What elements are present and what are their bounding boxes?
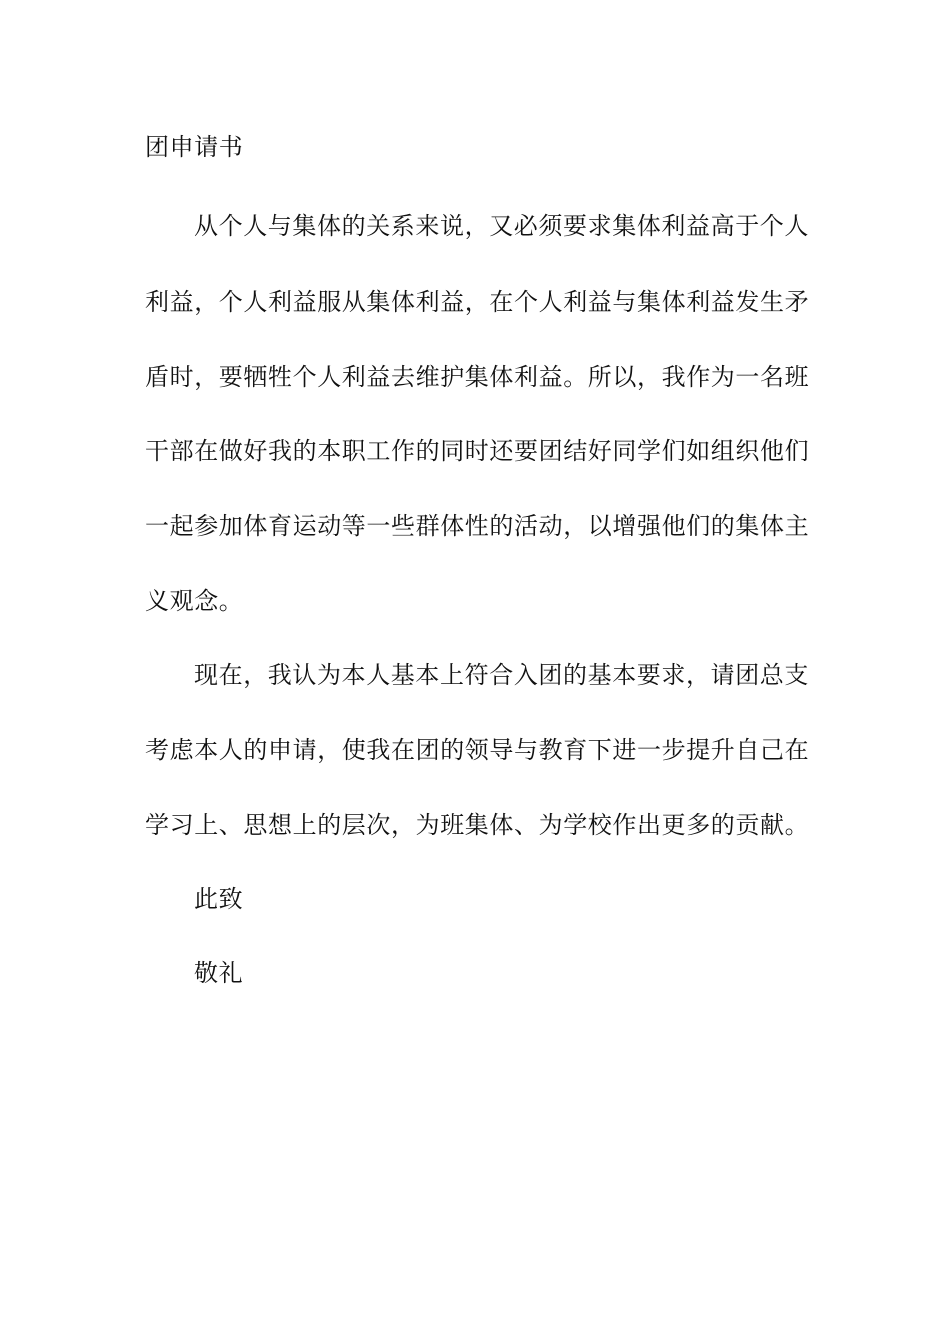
closing-salutation: 此致	[194, 885, 244, 913]
paragraph-2-line-2: 考虑本人的申请，使我在团的领导与教育下进一步提升自己在	[145, 736, 810, 764]
paragraph-2-line-3: 学习上、思想上的层次，为班集体、为学校作出更多的贡献。	[145, 811, 810, 839]
paragraph-2-line-1: 现在，我认为本人基本上符合入团的基本要求，请团总支	[194, 661, 809, 689]
paragraph-1-line-4: 干部在做好我的本职工作的同时还要团结好同学们如组织他们	[145, 437, 810, 465]
paragraph-1-line-6: 义观念。	[145, 587, 244, 615]
paragraph-1-line-3: 盾时，要牺牲个人利益去维护集体利益。所以，我作为一名班	[145, 363, 810, 391]
document-title: 团申请书	[145, 133, 244, 161]
paragraph-1-line-2: 利益，个人利益服从集体利益，在个人利益与集体利益发生矛	[145, 288, 810, 316]
paragraph-1-line-1: 从个人与集体的关系来说，又必须要求集体利益高于个人	[194, 212, 809, 240]
paragraph-1-line-5: 一起参加体育运动等一些群体性的活动，以增强他们的集体主	[145, 512, 810, 540]
closing-regards: 敬礼	[194, 959, 244, 987]
